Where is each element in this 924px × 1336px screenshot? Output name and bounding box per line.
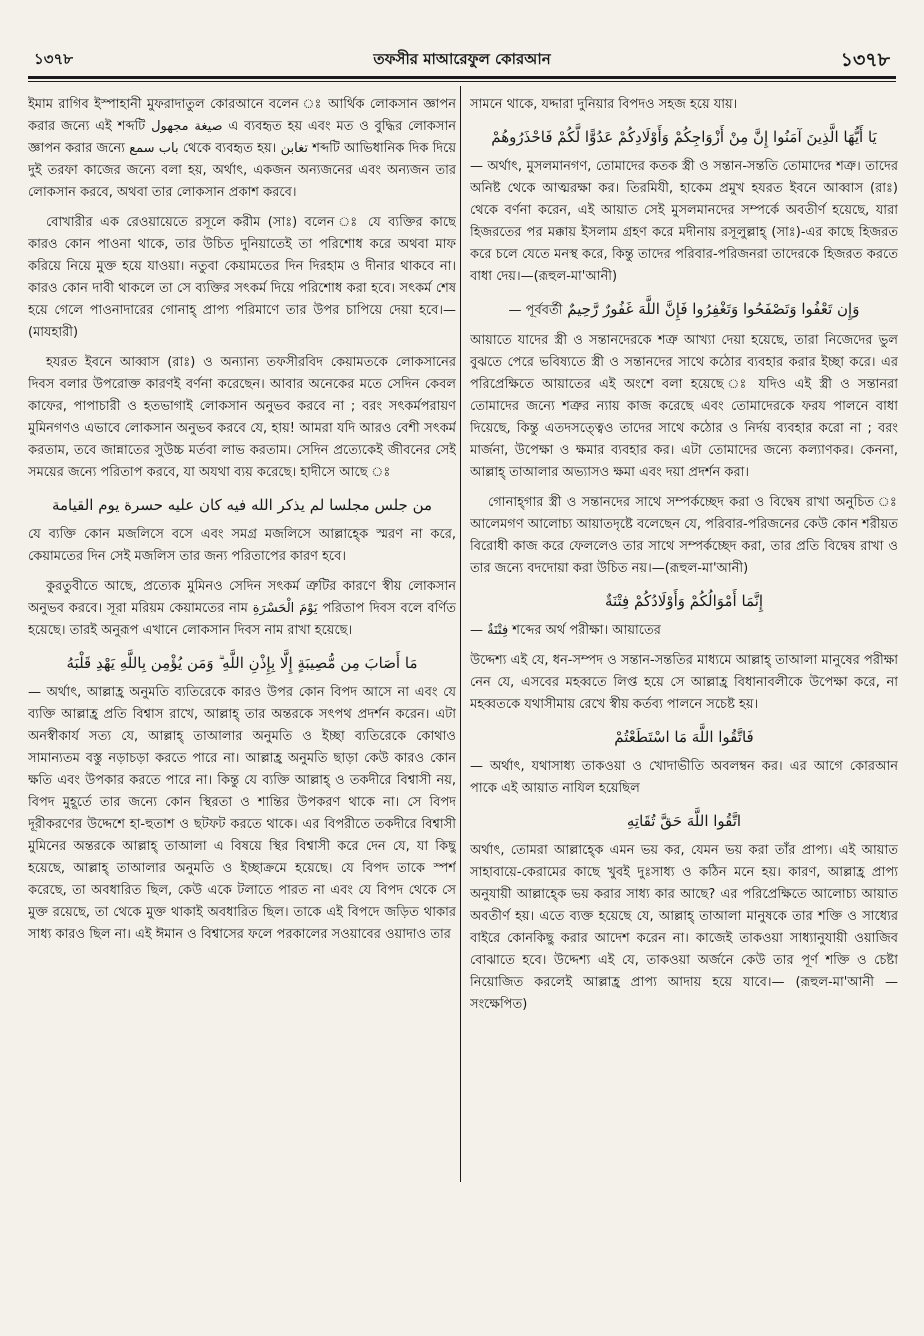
left-arabic-verse: مَا أَصَابَ مِن مُّصِيبَةٍ إِلَّا بِإِذْنِ اللَّهِ ۗ وَمَن يُؤْمِن بِاللَّهِ يَهْدِ قَلْبَهُ — [66, 654, 418, 672]
page-number-right: ১৩৭৮ — [840, 49, 890, 71]
left-paragraph-6: — অর্থাৎ, আল্লাহ্র অনুমতি ব্যতিরেকে কারও উপর কোন বিপদ আসে না এবং যে ব্যক্তি আল্লাহ্র প্রতি বিশ্বাস রাখে, আল্লাহ্ তার অন্তরকে সৎপথ প্রদর্শন করেন। এটা অনস্বীকার্য সত্য যে, আল্লাহ্ তাআলার অনুমতি ও ইচ্ছা ব্যতিরেকে কোথাও সামান্যতম বস্তু নড়াচড়া করতে পারে না। আল্লাহ্র অনুমতি ছাড়া কেউ কারও কোন ক্ষতি এবং উপকার করতে পারে না। কিন্তু যে ব্যক্তি আল্লাহ্ ও তকদীরে বিশ্বাসী নয়, বিপদ মুহূর্তে তার জন্যে কোন স্থিরতা ও শান্তির উপকরণ থাকে না। সে বিপদ দূরীকরণের উদ্দেশে হা-হুতাশ ও ছটফট করতে থাকে। এর বিপরীতে তকদীরে বিশ্বাসী মুমিনের অন্তরকে আল্লাহ্ তাআলা এ বিষয়ে স্থির বিশ্বাসী করে দেন যে, যা কিছু হয়েছে, আল্লাহ্ তাআলার অনুমতি ও ইচ্ছাক্রমে হয়েছে। যে বিপদ তাকে স্পর্শ করেছে, তা অবধারিত ছিল, কেউ একে টলাতে পারত না এবং যে বিপদ থেকে সে মুক্ত রয়েছে, তা থেকে মুক্ত থাকাই অবধারিত ছিল। তাকে এই বিপদে জড়িত থাকার সাধ্য কারও ছিল না। এই ঈমান ও বিশ্বাসের ফলে পরকালের সওয়াবের ওয়াদাও তার — [28, 685, 456, 942]
right-paragraph-5: উদ্দেশ্য এই যে, ধন-সম্পদ ও সন্তান-সন্ততির মাধ্যমে আল্লাহ্ তাআলা মানুষের পরীক্ষা নেন যে, এসবের মহব্বতে লিপ্ত হয়ে সে আল্লাহ্র বিধানাবলীকে উপেক্ষা করে, না মহব্বতকে যথাসীমায় রেখে স্বীয় কর্তব্য পালনে সচেষ্ট হয়। — [470, 653, 898, 712]
left-column — [28, 94, 456, 1184]
right-arabic-verse-3: إِنَّمَا أَمْوَالُكُمْ وَأَوْلَادُكُمْ فِتْنَةٌ — [604, 592, 764, 610]
left-arabic-hadith: من جلس مجلسا لم يذكر الله فيه كان عليه حسرة يوم القيامة — [51, 496, 433, 514]
header-rule-thin — [28, 81, 896, 82]
right-paragraph-6: — অর্থাৎ, যথাসাধ্য তাকওয়া ও খোদাভীতি অবলম্বন কর। এর আগে কোরআন পাকে এই আয়াত নাযিল হয়েছিল — [470, 759, 898, 796]
right-paragraph-4: গোনাহ্গার স্ত্রী ও সন্তানদের সাথে সম্পর্কচ্ছেদ করা ও বিদ্বেষ রাখা অনুচিত ঃ আলেমগণ আলোচ্য আয়াতদৃষ্টে বলেছেন যে, পরিবার-পরিজনের কেউ কোন শরীয়ত বিরোধী কাজ করে ফেললেও তার সাথে সম্পর্কচ্ছেদ করা, তার প্রতি বিদ্বেষ রাখা ও তার জন্যে বদদোয়া করা উচিত নয়।—(রূহুল-মা'আনী) — [470, 495, 898, 576]
left-paragraph-3: হযরত ইবনে আব্বাস (রাঃ) ও অন্যান্য তফসীরবিদ কেয়ামতকে লোকসানের দিবস বলার উপরোক্ত কারণই বর্ণনা করেছেন। আবার অনেকের মতে সেদিন কেবল কাফের, পাপাচারী ও হতভাগাই লোকসান অনুভব করবে না ; বরং সৎকর্মপরায়ণ মুমিনগণও এভাবে লোকসান অনুভব করবে যে, হায়! আমরা যদি আরও বেশী সৎকর্ম করতাম, তবে জান্নাতের সুউচ্চ মর্তবা লাভ করতাম। সেদিন প্রত্যেকেই জীবনের সেই সময়ের জন্যে পরিতাপ করবে, যা অযথা ব্যয় করেছে। হাদীসে আছে ঃ — [28, 355, 456, 480]
right-arabic-verse-2-row — [470, 296, 898, 324]
right-paragraph-7: অর্থাৎ, তোমরা আল্লাহ্কে এমন ভয় কর, যেমন ভয় করা তাঁর প্রাপ্য। এই আয়াত সাহাবায়ে-কেরামের কাছে খুবই দুঃসাধ্য ও কঠিন মনে হয়। কারণ, আল্লাহ্র প্রাপ্য অনুযায়ী আল্লাহ্কে ভয় করার সাধ্য কার আছে? এর পরিপ্রেক্ষিতে আলোচ্য আয়াত অবতীর্ণ হয়। এতে ব্যক্ত হয়েছে যে, আল্লাহ্ তাআলা মানুষকে তার শক্তি ও সাধ্যের বাইরে কোনকিছু করার আদেশ করেন না। কাজেই তাকওয়া সাধ্যানুযায়ী ওয়াজিব বোঝাতে হবে। উদ্দেশ্য এই যে, তাকওয়া অর্জনে কেউ তার পূর্ণ শক্তি ও চেষ্টা নিয়োজিত করলেই আল্লাহ্র প্রাপ্য আদায় হয়ে যাবে।— (রূহুল-মা'আনী — সংক্ষেপিত) — [470, 843, 898, 1012]
left-paragraph-4: যে ব্যক্তি কোন মজলিসে বসে এবং সমগ্র মজলিসে আল্লাহ্কে স্মরণ না করে, কেয়ামতের দিন সেই মজলিস তার জন্য পরিতাপের কারণ হবে। — [28, 527, 456, 564]
page-number-left: ১৩৭৮ — [34, 50, 73, 68]
right-arabic-verse-4: فَاتَّقُوا اللَّهَ مَا اسْتَطَعْتُمْ — [614, 728, 754, 746]
right-arabic-verse-1: يَا أَيُّهَا الَّذِينَ آمَنُوا إِنَّ مِنْ أَزْوَاجِكُمْ وَأَوْلَادِكُمْ عَدُوًّا لَّكُمْ فَاحْذَرُوهُمْ — [491, 128, 877, 146]
right-paragraph-2: — অর্থাৎ, মুসলমানগণ, তোমাদের কতক স্ত্রী ও সন্তান-সন্ততি তোমাদের শত্রু। তাদের অনিষ্ট থেকে আত্মরক্ষা কর। তিরমিযী, হাকেম প্রমুখ হযরত ইবনে আব্বাস (রাঃ) থেকে বর্ণনা করেন, এই আয়াত সেই মুসলমানদের সম্পর্কে অবতীর্ণ হয়েছে, যারা হিজরতের পর মক্কায় ইসলাম গ্রহণ করে মদীনায় রসূলুল্লাহ্ (সাঃ)-এর কাছে হিজরত করে চলে যেতে মনস্থ করে, কিন্তু তাদের পরিবার-পরিজনরা তাদেরকে হিজরত করতে বাধা দেয়।—(রূহুল-মা'আনী) — [470, 159, 898, 284]
running-title: তফসীর মাআরেফুল কোরআন — [373, 50, 551, 68]
right-arabic-verse-2-label: — পূর্ববর্তী — [508, 303, 563, 318]
header-rule — [28, 76, 896, 79]
column-divider — [460, 86, 461, 1182]
right-paragraph-1: সামনে থাকে, যদ্দারা দুনিয়ার বিপদও সহজ হয়ে যায়। — [470, 97, 738, 112]
right-paragraph-5-lead: — فِتْنَةٌ শব্দের অর্থ পরীক্ষা। আয়াতের — [470, 623, 661, 638]
left-paragraph-1: ইমাম রাগিব ইস্পাহানী মুফরাদাতুল কোরআনে বলেন ঃ আর্থিক লোকসান জ্ঞাপন করার জন্যে এই শব্দটি صيغة مجهول এ ব্যবহৃত হয় এবং মত ও বুদ্ধির লোকসান জ্ঞাপন করার জন্যে باب سمع থেকে ব্যবহৃত হয়। تغابن শব্দটি আভিধানিক দিক দিয়ে দুই তরফা কাজের জন্যে বলা হয়, অর্থাৎ, একজন অন্যজনের এবং অন্যজন তার লোকসান করবে, অথবা তার লোকসান প্রকাশ করবে। — [28, 97, 456, 200]
right-arabic-verse-2: وَإِن تَعْفُوا وَتَصْفَحُوا وَتَغْفِرُوا فَإِنَّ اللَّهَ غَفُورٌ رَّحِيمٌ — [567, 300, 860, 318]
page-header — [28, 40, 896, 74]
right-paragraph-3: আয়াতে যাদের স্ত্রী ও সন্তানদেরকে শত্রু আখ্যা দেয়া হয়েছে, তারা নিজেদের ভুল বুঝতে পেরে ভবিষ্যতে স্ত্রী ও সন্তানদের সাথে কঠোর ব্যবহার করার ইচ্ছা করে। এর পরিপ্রেক্ষিতে আয়াতের এই অংশে বলা হয়েছে ঃ যদিও এই স্ত্রী ও সন্তানরা তোমাদের জন্যে শত্রুর ন্যায় কাজ করেছে এবং তোমাদেরকে ফরয পালনে বাধা দিয়েছে, কিন্তু এতদসত্ত্বেও তাদের সাথে কঠোর ও নির্দয় ব্যবহার করো না ; বরং মার্জনা, উপেক্ষা ও ক্ষমার ব্যবহার কর। এটা তোমাদের জন্যে কল্যাণকর। কেননা, আল্লাহ্ তাআলার অভ্যাসও ক্ষমা এবং দয়া প্রদর্শন করা। — [470, 333, 898, 480]
left-paragraph-2: বোখারীর এক রেওয়ায়েতে রসূলে করীম (সাঃ) বলেন ঃ যে ব্যক্তির কাছে কারও কোন পাওনা থাকে, তার উচিত দুনিয়াতেই তা পরিশোধ করে অথবা মাফ করিয়ে নিয়ে মুক্ত হয়ে যাওয়া। নতুবা কেয়ামতের দিন দিরহাম ও দীনার থাকবে না। কারও কোন দাবী থাকলে তা সে ব্যক্তির সৎকর্ম দিয়ে পরিশোধ করা হবে। সৎকর্ম শেষ হয়ে গেলে পাওনাদারের গোনাহ্ প্রাপ্য পরিমাণে তার উপর চাপিয়ে দেয়া হবে।—(মাযহারী) — [28, 215, 456, 340]
right-arabic-verse-5: اتَّقُوا اللَّهَ حَقَّ تُقَاتِهِ — [626, 812, 742, 830]
left-paragraph-5: কুরতুবীতে আছে, প্রত্যেক মুমিনও সেদিন সৎকর্ম ত্রুটির কারণে স্বীয় লোকসান অনুভব করবে। সূরা মরিয়ম কেয়ামতের নাম يَوْمَ الْحَسْرَةِ পরিতাপ দিবস বলে বর্ণিত হয়েছে। তারই অনুরূপ এখানে লোকসান দিবস নাম রাখা হয়েছে। — [28, 579, 456, 638]
right-column — [470, 94, 898, 1184]
